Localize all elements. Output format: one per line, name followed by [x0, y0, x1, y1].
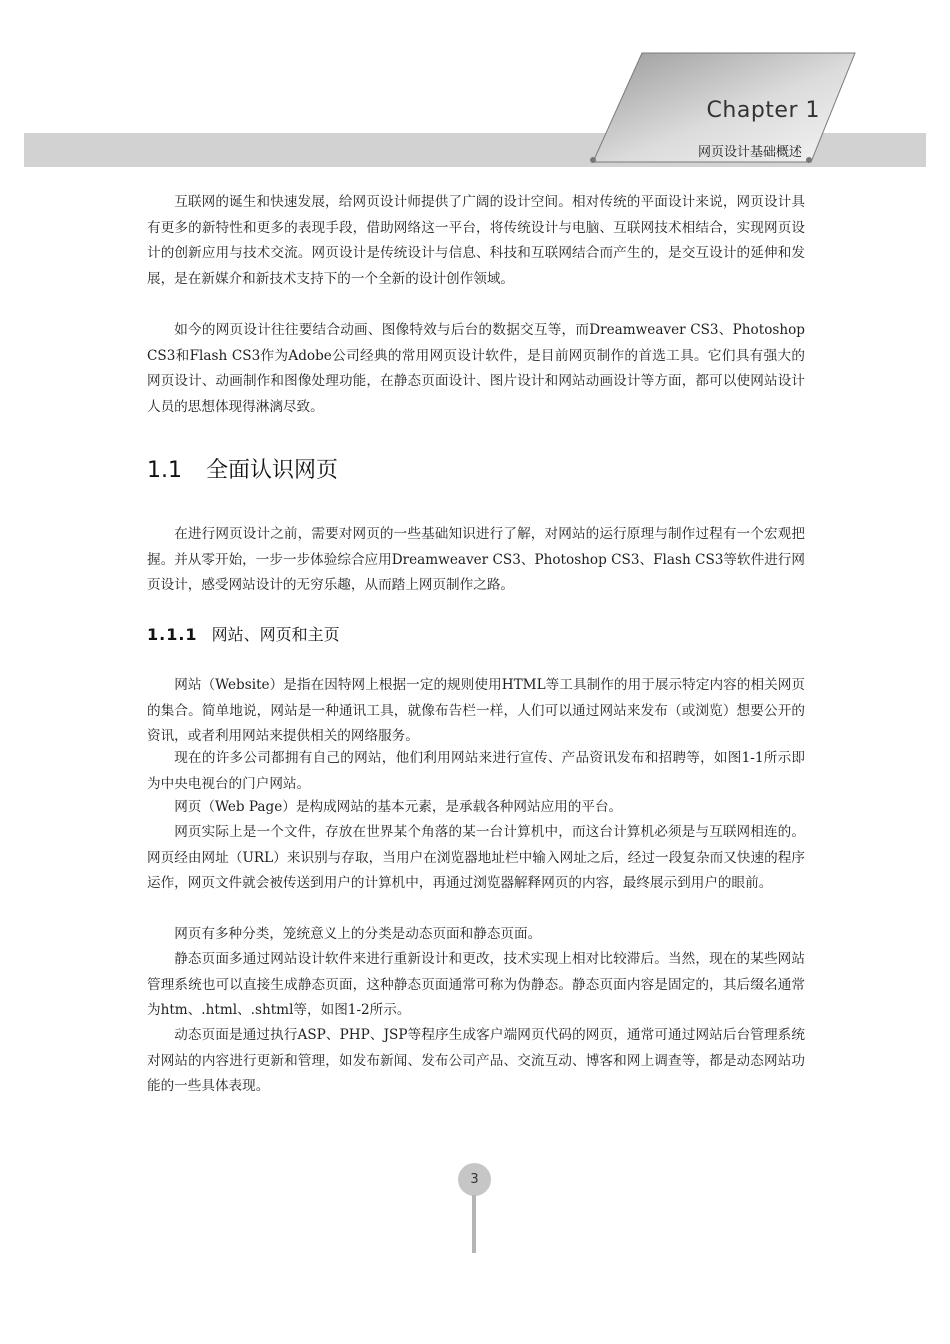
section-title: 全面认识网页: [206, 458, 339, 483]
subsection-heading: [147, 622, 340, 645]
subsection-title: 网站、网页和主页: [211, 625, 340, 644]
body-paragraph: 网页实际上是一个文件，存放在世界某个角落的某一台计算机中，而这台计算机必须是与互联网相连的。网页经由网址（URL）来识别与存取，当用户在浏览器地址栏中输入网址之后，经过一段复杂而又快速的程序运作，网页文件就会被传送到用户的计算机中，再通过浏览器解释网页的内容，最终展示到用户的眼前。: [147, 824, 805, 892]
intro-paragraph: 如今的网页设计往往要结合动画、图像特效与后台的数据交互等，而Dreamweaver CS3、Photoshop CS3和Flash CS3作为Adobe公司经典的常用网页设计软件，是目前网页制作的首选工具。它们具有强大的网页设计、动画制作和图像处理功能，在静态页面设计、图片设计和网站动画设计等方面，都可以使网站设计人员的思想体现得淋漓尽致。: [147, 322, 805, 415]
body-paragraph: 网站（Website）是指在因特网上根据一定的规则使用HTML等工具制作的用于展示特定内容的相关网页的集合。简单地说，网站是一种通讯工具，就像布告栏一样，人们可以通过网站来发布（或浏览）想要公开的资讯，或者利用网站来提供相关的网络服务。: [147, 677, 805, 745]
subsection-number: 1.1.1: [147, 625, 198, 644]
section-paragraph: 在进行网页设计之前，需要对网页的一些基础知识进行了解，对网站的运行原理与制作过程有一个宏观把握。并从零开始，一步一步体验综合应用Dreamweaver CS3、Photoshop CS3、Flash CS3等软件进行网页设计，感受网站设计的无穷乐趣，从而踏上网页制作之路。: [147, 526, 805, 594]
body-paragraph: 动态页面是通过执行ASP、PHP、JSP等程序生成客户端网页代码的网页，通常可通过网站后台管理系统对网站的内容进行更新和管理，如发布新闻、发布公司产品、交流互动、博客和网上调查等，都是动态网站功能的一些具体表现。: [147, 1027, 805, 1095]
section-number: 1.1: [147, 458, 182, 483]
chapter-label: Chapter 1: [706, 98, 820, 123]
chapter-subtitle: 网页设计基础概述: [697, 145, 802, 160]
page-number: 3: [458, 1163, 491, 1196]
body-paragraph: 网页（Web Page）是构成网站的基本元素，是承载各种网站应用的平台。: [174, 799, 623, 815]
page-number-stem: [472, 1195, 476, 1253]
intro-paragraph: 互联网的诞生和快速发展，给网页设计师提供了广阔的设计空间。相对传统的平面设计来说，网页设计具有更多的新特性和更多的表现手段，借助网络这一平台，将传统设计与电脑、互联网技术相结合，实现网页设计的创新应用与技术交流。网页设计是传统设计与信息、科技和互联网结合而产生的，是交互设计的延伸和发展，是在新媒介和新技术支持下的一个全新的设计创作领域。: [147, 194, 805, 287]
section-heading: [147, 453, 338, 484]
body-paragraph: 静态页面多通过网站设计软件来进行重新设计和更改，技术实现上相对比较滞后。当然，现在的某些网站管理系统也可以直接生成静态页面，这种静态页面通常可称为伪静态。静态页面内容是固定的，其后缀名通常为htm、.html、.shtml等，如图1-2所示。: [147, 951, 805, 1019]
body-paragraph: 现在的许多公司都拥有自己的网站，他们利用网站来进行宣传、产品资讯发布和招聘等，如图1-1所示即为中央电视台的门户网站。: [147, 750, 805, 792]
body-paragraph: 网页有多种分类，笼统意义上的分类是动态页面和静态页面。: [174, 926, 542, 942]
